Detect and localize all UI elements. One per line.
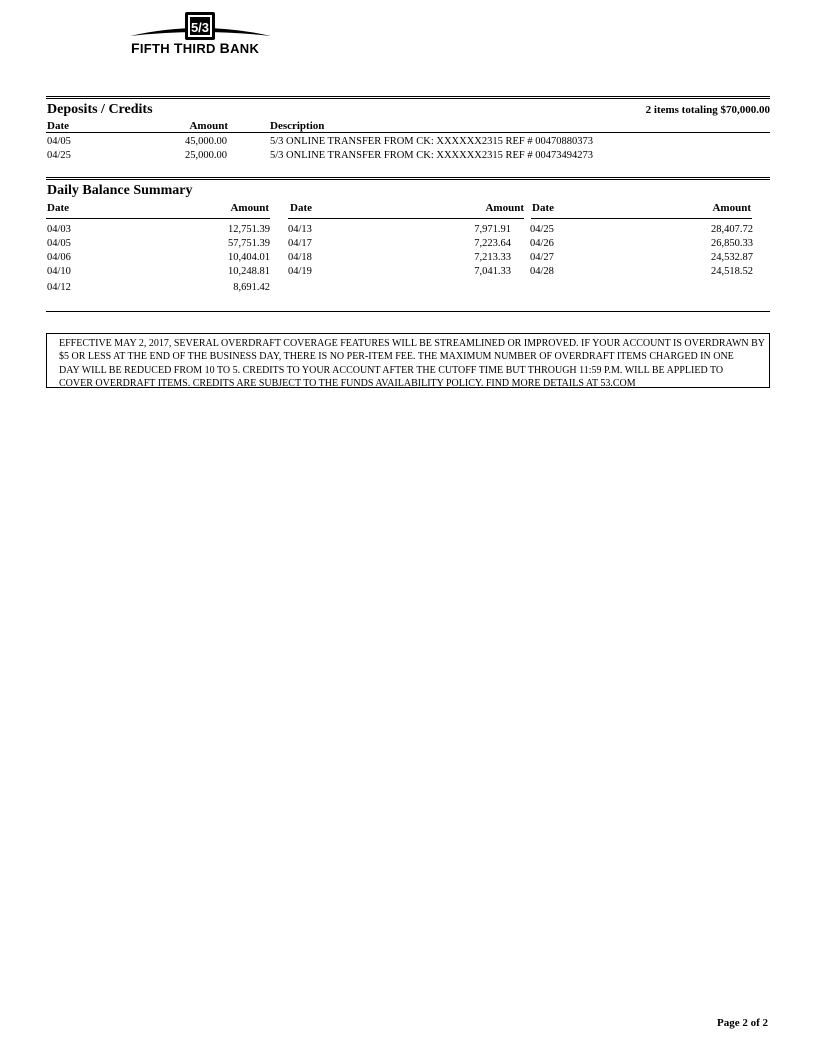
deposit-description: 5/3 ONLINE TRANSFER FROM CK: XXXXXX2315 REF # 00473494273: [270, 150, 593, 161]
balance-date: 04/18: [288, 252, 312, 263]
bank-logo: [128, 10, 273, 55]
balance-amount: 57,751.39: [228, 238, 270, 249]
balance-amount: 7,041.33: [474, 266, 511, 277]
deposits-summary: 2 items totaling $70,000.00: [645, 104, 770, 116]
balance-date: 04/03: [47, 224, 71, 235]
header-rule: [46, 218, 270, 219]
deposit-amount: 45,000.00: [185, 136, 227, 147]
deposits-amount-header: Amount: [189, 120, 228, 132]
section-divider: [46, 96, 770, 99]
header-rule: [46, 132, 770, 133]
balance-date-header: Date: [290, 202, 312, 214]
balance-amount: 28,407.72: [711, 224, 753, 235]
deposit-date: 04/25: [47, 150, 71, 161]
deposits-description-header: Description: [270, 120, 325, 132]
balance-date: 04/26: [530, 238, 554, 249]
balance-date: 04/19: [288, 266, 312, 277]
notice-line: COVER OVERDRAFT ITEMS. CREDITS ARE SUBJECT TO THE FUNDS AVAILABILITY POLICY. FIND MORE DETAILS AT 53.COM: [59, 378, 636, 390]
balance-date: 04/13: [288, 224, 312, 235]
balance-amount: 12,751.39: [228, 224, 270, 235]
balance-title: Daily Balance Summary: [47, 183, 193, 198]
balance-amount: 7,213.33: [474, 252, 511, 263]
balance-amount: 24,532.87: [711, 252, 753, 263]
balance-date: 04/27: [530, 252, 554, 263]
bank-name: FIFTH THIRD BANK: [131, 40, 260, 56]
page-number: Page 2 of 2: [716, 1017, 768, 1029]
deposits-date-header: Date: [47, 120, 69, 132]
balance-date: 04/25: [530, 224, 554, 235]
header-rule: [531, 218, 752, 219]
balance-amount: 26,850.33: [711, 238, 753, 249]
balance-amount-header: Amount: [230, 202, 269, 214]
balance-date: 04/05: [47, 238, 71, 249]
balance-amount-header: Amount: [485, 202, 524, 214]
deposits-title: Deposits / Credits: [47, 102, 153, 117]
fifth-third-logo-mark: [128, 10, 273, 42]
balance-date: 04/12: [47, 282, 71, 293]
balance-date-header: Date: [532, 202, 554, 214]
balance-amount: 7,223.64: [474, 238, 511, 249]
svg-text:5/3: 5/3: [190, 20, 210, 35]
notice-line: EFFECTIVE MAY 2, 2017, SEVERAL OVERDRAFT COVERAGE FEATURES WILL BE STREAMLINED OR IMPROVED. IF YOUR ACCOUNT IS OVERDRAWN BY: [59, 338, 765, 349]
section-end-rule: [46, 311, 770, 312]
balance-amount-header: Amount: [712, 202, 751, 214]
balance-date: 04/10: [47, 266, 71, 277]
balance-date: 04/17: [288, 238, 312, 249]
balance-date: 04/28: [530, 266, 554, 277]
balance-amount: 10,404.01: [228, 252, 270, 263]
notice-line: DAY WILL BE REDUCED FROM 10 TO 5. CREDITS TO YOUR ACCOUNT AFTER THE CUTOFF TIME BUT THROUGH 11:59 P.M. WILL BE APPLIED TO: [59, 364, 724, 376]
notice-line: $5 OR LESS AT THE END OF THE BUSINESS DAY, THERE IS NO PER-ITEM FEE. THE MAXIMUM NUMBER OF OVERDRAFT ITEMS CHARGED IN ONE: [59, 351, 734, 363]
balance-amount: 10,248.81: [228, 266, 270, 277]
deposit-date: 04/05: [47, 136, 71, 147]
balance-amount: 24,518.52: [711, 266, 753, 277]
balance-date: 04/06: [47, 252, 71, 263]
balance-amount: 7,971.91: [474, 224, 511, 235]
deposit-description: 5/3 ONLINE TRANSFER FROM CK: XXXXXX2315 REF # 00470880373: [270, 136, 593, 147]
overdraft-notice: [46, 333, 770, 388]
deposit-amount: 25,000.00: [185, 150, 227, 161]
header-rule: [288, 218, 524, 219]
section-divider: [46, 177, 770, 180]
balance-amount: 8,691.42: [233, 282, 270, 293]
balance-date-header: Date: [47, 202, 69, 214]
